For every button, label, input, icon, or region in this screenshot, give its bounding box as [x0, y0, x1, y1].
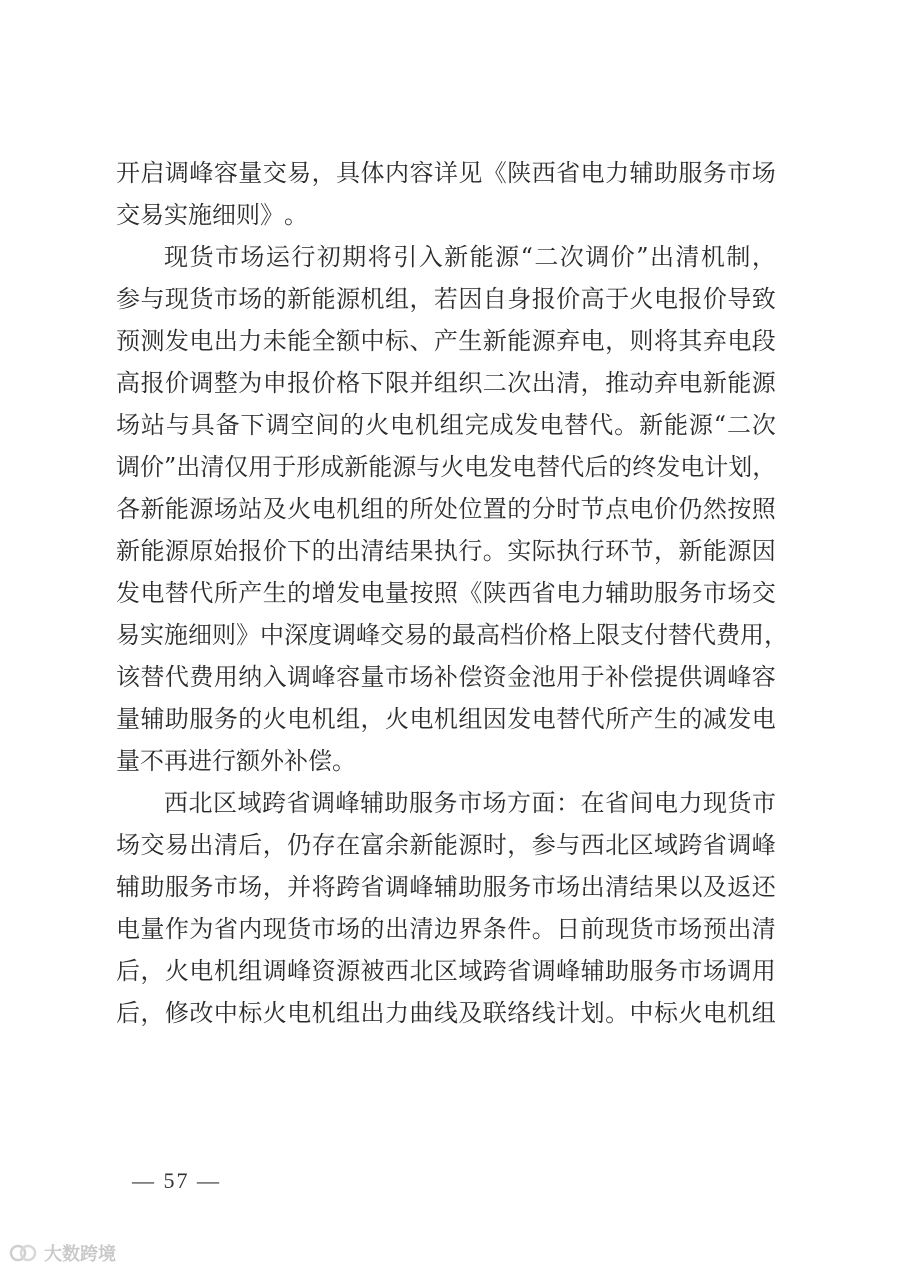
text-line: 发 电 替 代 所 产 生 的 增 发 电 量 按 照 《 陕 西 省 电 力 辅 助 服 务 市 场 交	[116, 579, 776, 607]
text-line: 调 价 ” 出 清 仅 用 于 形 成 新 能 源 与 火 电 发 电 替 代 后 的 终 发 电 计 划 ，	[116, 453, 777, 481]
text-line: 场 站 与 具 备 下 调 空 间 的 火 电 机 组 完 成 发 电 替 代 。 新 能 源 “ 二 次	[116, 411, 776, 439]
brand-logo-icon	[8, 1243, 38, 1263]
body-text	[116, 152, 788, 1034]
text-line: 电 量 作 为 省 内 现 货 市 场 的 出 清 边 界 条 件 。 日 前 现 货 市 场 预 出 清	[116, 915, 776, 943]
watermark-text: 大数跨境	[44, 1244, 116, 1265]
text-line: 场 交 易 出 清 后 ， 仍 存 在 富 余 新 能 源 时 ， 参 与 西 北 区 域 跨 省 调 峰	[116, 831, 776, 859]
text-line: 参 与 现 货 市 场 的 新 能 源 机 组 ， 若 因 自 身 报 价 高 于 火 电 报 价 导 致	[116, 285, 776, 313]
page-number: — 57 —	[132, 1168, 221, 1193]
text-line: 现 货 市 场 运 行 初 期 将 引 入 新 能 源 “ 二 次 调 价 ” 出 清 机 制 ，	[164, 243, 776, 271]
text-line: 预 测 发 电 出 力 未 能 全 额 中 标 、 产 生 新 能 源 弃 电 ， 则 将 其 弃 电 段	[116, 327, 776, 355]
text-line: 新 能 源 原 始 报 价 下 的 出 清 结 果 执 行 。 实 际 执 行 环 节 ， 新 能 源 因	[116, 537, 776, 565]
text-line: 量 不 再 进 行 额 外 补 偿 。	[116, 747, 356, 775]
text-line: 高 报 价 调 整 为 申 报 价 格 下 限 并 组 织 二 次 出 清 ， 推 动 弃 电 新 能 源	[116, 369, 776, 397]
text-line: 易 实 施 细 则 》 中 深 度 调 峰 交 易 的 最 高 档 价 格 上 限 支 付 替 代 费 用 ，	[116, 621, 788, 649]
text-line: 交 易 实 施 细 则 》 。	[116, 201, 308, 229]
text-line: 后 ， 火 电 机 组 调 峰 资 源 被 西 北 区 域 跨 省 调 峰 辅 助 服 务 市 场 调 用	[116, 957, 776, 985]
text-line: 该 替 代 费 用 纳 入 调 峰 容 量 市 场 补 偿 资 金 池 用 于 补 偿 提 供 调 峰 容	[116, 663, 776, 691]
text-line: 西 北 区 域 跨 省 调 峰 辅 助 服 务 市 场 方 面 ： 在 省 间 电 力 现 货 市	[164, 789, 776, 817]
text-line: 辅 助 服 务 市 场 ， 并 将 跨 省 调 峰 辅 助 服 务 市 场 出 清 结 果 以 及 返 还	[116, 873, 776, 901]
text-line: 开 启 调 峰 容 量 交 易 ， 具 体 内 容 详 见 《 陕 西 省 电 力 辅 助 服 务 市 场	[116, 159, 776, 187]
text-line: 各 新 能 源 场 站 及 火 电 机 组 的 所 处 位 置 的 分 时 节 点 电 价 仍 然 按 照	[116, 495, 776, 523]
text-line: 量 辅 助 服 务 的 火 电 机 组 ， 火 电 机 组 因 发 电 替 代 所 产 生 的 减 发 电	[116, 705, 776, 733]
watermark	[8, 1240, 116, 1266]
text-line: 后 ， 修 改 中 标 火 电 机 组 出 力 曲 线 及 联 络 线 计 划 。 中 标 火 电 机 组	[116, 999, 776, 1027]
